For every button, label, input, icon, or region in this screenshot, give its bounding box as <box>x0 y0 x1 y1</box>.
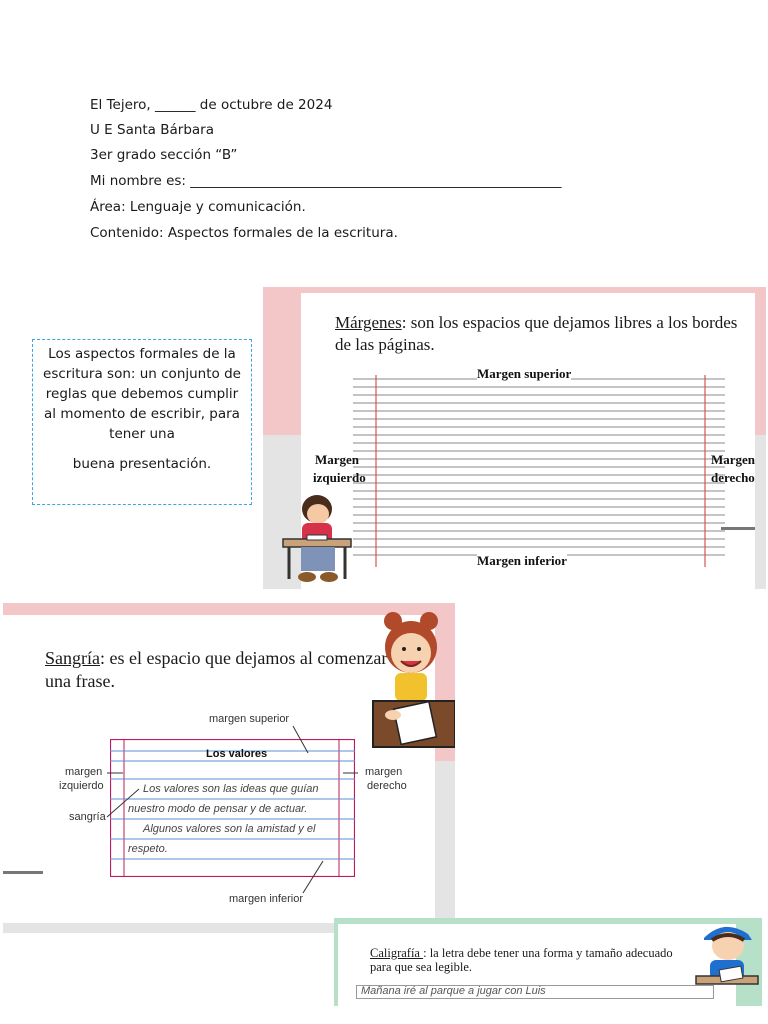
caligrafia-term: Caligrafía <box>370 946 424 960</box>
name-line: Mi nombre es: _______________________________________________________ <box>90 173 562 189</box>
sample-line-2: nuestro modo de pensar y de actuar. <box>128 803 308 815</box>
slide-bar <box>721 527 755 530</box>
margin-left-annotation-1: margen <box>65 766 103 778</box>
sangria-annotation: sangría <box>69 811 106 823</box>
date-line: El Tejero, ______ de octubre de 2024 <box>90 97 333 113</box>
content-line: Contenido: Aspectos formales de la escritura. <box>90 225 398 241</box>
child-writing-illustration <box>277 487 357 585</box>
margin-bottom-annotation: margen inferior <box>229 893 303 905</box>
sangria-definition-text: : es el espacio que dejamos al comenzar una frase. <box>45 648 388 691</box>
callout-text: Los aspectos formales de la escritura son: un conjunto de reglas que debemos cumplir al momento de escribir, para tener una <box>43 346 241 442</box>
margin-right-annotation-2: derecho <box>367 780 407 792</box>
grade-line: 3er grado sección “B” <box>90 147 238 163</box>
margin-bottom-label: Margen inferior <box>477 553 567 568</box>
margin-left-annotation-2: izquierdo <box>59 780 104 792</box>
sangria-slide <box>3 603 455 933</box>
margin-left-label-1: Margen <box>315 452 360 467</box>
boy-writing-illustration <box>694 918 760 998</box>
sample-line-3: Algunos valores son la amistad y el <box>143 823 316 835</box>
area-line: Área: Lenguaje y comunicación. <box>90 199 306 215</box>
lined-paper <box>353 375 725 567</box>
sample-line-4: respeto. <box>128 843 168 855</box>
margin-left-label-2: izquierdo <box>313 470 366 485</box>
caligrafia-slide <box>334 918 762 1006</box>
caligrafia-definition <box>370 946 690 974</box>
margin-right-annotation-1: margen <box>365 766 403 778</box>
margenes-definition <box>335 312 745 356</box>
definition-callout <box>32 339 252 505</box>
margenes-definition-text: : son los espacios que dejamos libres a los bordes de las páginas. <box>335 313 738 354</box>
sample-title: Los valores <box>206 748 268 760</box>
school-line: U E Santa Bárbara <box>90 122 214 138</box>
girl-writing-illustration <box>369 607 455 755</box>
margin-right-label-1: Margen <box>711 452 756 467</box>
caligrafia-definition-text: : la letra debe tener una forma y tamaño adecuado para que sea legible. <box>370 946 673 974</box>
margin-top-label: Margen superior <box>477 366 572 381</box>
handwriting-line <box>356 985 714 999</box>
margenes-term: Márgenes <box>335 313 402 332</box>
sample-line-1: Los valores son las ideas que guían <box>143 783 319 795</box>
handwriting-sample: Mañana iré al parque a jugar con Luis <box>361 985 546 997</box>
callout-text-2: buena presentación. <box>72 456 212 472</box>
margin-right-label-2: derecho <box>711 470 755 485</box>
margin-top-annotation: margen superior <box>209 713 290 725</box>
sangria-term: Sangría <box>45 648 100 668</box>
margenes-slide <box>263 287 766 589</box>
